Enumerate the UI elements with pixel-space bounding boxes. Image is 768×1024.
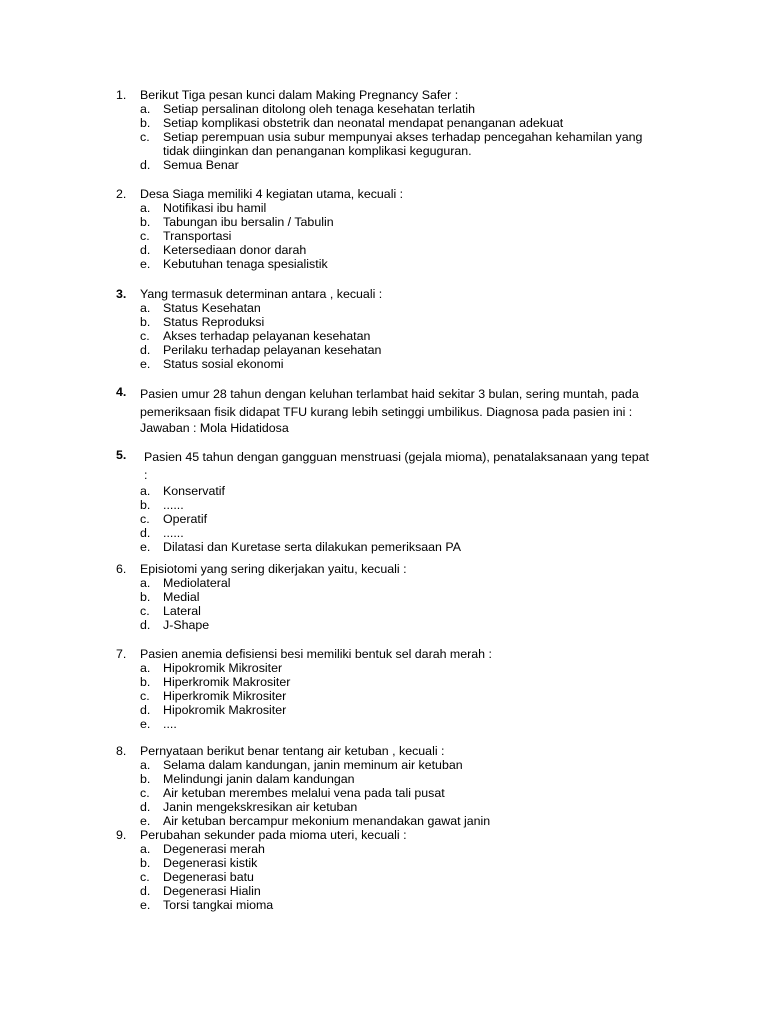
option-c	[140, 604, 676, 618]
option-d	[140, 884, 676, 898]
question-number: 2.	[116, 187, 127, 201]
option-text: Status sosial ekonomi	[163, 357, 284, 371]
option-c	[140, 786, 676, 800]
option-b	[140, 772, 676, 786]
question-stem: Perubahan sekunder pada mioma uteri, kecuali :	[140, 828, 407, 842]
option-text: Konservatif	[163, 484, 225, 498]
option-text: J-Shape	[163, 618, 210, 632]
option-text: Air ketuban merembes melalui vena pada tali pusat	[163, 786, 445, 800]
option-letter: a.	[140, 758, 151, 772]
option-letter: b.	[140, 590, 151, 604]
option-e	[140, 814, 676, 828]
question-7	[116, 647, 676, 731]
option-e	[140, 717, 676, 731]
option-c	[140, 689, 676, 703]
option-a	[140, 758, 676, 772]
option-letter: c.	[140, 689, 150, 703]
option-letter: c.	[140, 130, 150, 144]
option-letter: a.	[140, 301, 151, 315]
option-b	[140, 116, 676, 130]
option-d	[140, 158, 676, 172]
option-c	[140, 329, 676, 343]
question-5	[116, 448, 676, 554]
question-stem: Pasien anemia defisiensi besi memiliki bentuk sel darah merah :	[140, 647, 492, 661]
option-letter: d.	[140, 800, 151, 814]
option-letter: d.	[140, 703, 151, 717]
option-c	[140, 512, 676, 526]
question-6	[116, 562, 676, 632]
option-d	[140, 800, 676, 814]
option-text: Akses terhadap pelayanan kesehatan	[163, 329, 371, 343]
question-1	[116, 88, 676, 172]
option-text: Degenerasi merah	[163, 842, 265, 856]
question-number: 1.	[116, 88, 127, 102]
option-letter: d.	[140, 158, 151, 172]
option-text: Setiap persalinan ditolong oleh tenaga kesehatan terlatih	[163, 102, 476, 116]
question-number: 3.	[116, 287, 127, 301]
option-letter: e.	[140, 814, 151, 828]
question-stem: Pasien 45 tahun dengan gangguan menstruasi (gejala mioma), penatalaksanaan yang tepat :	[144, 450, 649, 482]
option-text: Air ketuban bercampur mekonium menandakan gawat janin	[163, 814, 491, 828]
question-8	[116, 744, 676, 828]
option-letter: d.	[140, 343, 151, 357]
option-letter: b.	[140, 772, 151, 786]
option-text: Hiperkromik Makrositer	[163, 675, 291, 689]
option-text: ....	[163, 717, 177, 731]
option-text: Status Reproduksi	[163, 315, 265, 329]
option-a	[140, 102, 676, 116]
option-text: Mediolateral	[163, 576, 231, 590]
option-text: Operatif	[163, 512, 208, 526]
option-text: Hipokromik Makrositer	[163, 703, 287, 717]
option-letter: c.	[140, 604, 150, 618]
option-letter: d.	[140, 884, 151, 898]
option-c	[140, 130, 676, 158]
option-text: Setiap komplikasi obstetrik dan neonatal mendapat penanganan adekuat	[163, 116, 564, 130]
option-text: Semua Benar	[163, 158, 239, 172]
option-letter: a.	[140, 484, 151, 498]
option-letter: e.	[140, 717, 151, 731]
option-d	[140, 703, 676, 717]
option-text: Melindungi janin dalam kandungan	[163, 772, 355, 786]
option-letter: d.	[140, 243, 151, 257]
option-text: Transportasi	[163, 229, 232, 243]
option-e	[140, 540, 676, 554]
option-a	[140, 661, 676, 675]
question-3	[116, 287, 676, 371]
option-b	[140, 315, 676, 329]
question-number: 8.	[116, 744, 127, 758]
option-d	[140, 526, 676, 540]
option-letter: c.	[140, 512, 150, 526]
option-a	[140, 201, 676, 215]
option-letter: a.	[140, 842, 151, 856]
option-a	[140, 842, 676, 856]
option-b	[140, 590, 676, 604]
question-number: 7.	[116, 647, 127, 661]
option-text: Status Kesehatan	[163, 301, 261, 315]
question-stem: Pernyataan berikut benar tentang air ketuban , kecuali :	[140, 744, 445, 758]
option-e	[140, 898, 676, 912]
option-text: Dilatasi dan Kuretase serta dilakukan pemeriksaan PA	[163, 540, 461, 554]
option-d	[140, 343, 676, 357]
question-stem: Yang termasuk determinan antara , kecuali :	[140, 287, 383, 301]
option-letter: d.	[140, 618, 151, 632]
option-text: ......	[163, 526, 184, 540]
option-letter: b.	[140, 675, 151, 689]
option-b	[140, 675, 676, 689]
option-d	[140, 618, 676, 632]
option-b	[140, 215, 676, 229]
option-b	[140, 498, 676, 512]
option-e	[140, 257, 676, 271]
question-number: 4.	[116, 385, 127, 399]
option-letter: a.	[140, 661, 151, 675]
option-text: Degenerasi Hialin	[163, 884, 261, 898]
option-letter: b.	[140, 116, 151, 130]
option-text: Hiperkromik Mikrositer	[163, 689, 287, 703]
answer-text: Jawaban : Mola Hidatidosa	[140, 421, 289, 435]
option-text: Ketersediaan donor darah	[163, 243, 307, 257]
option-text: Janin mengekskresikan air ketuban	[163, 800, 358, 814]
option-text: Perilaku terhadap pelayanan kesehatan	[163, 343, 382, 357]
option-text: Setiap perempuan usia subur mempunyai akses terhadap pencegahan kehamilan yang tidak diinginkan dan penanganan komplikasi keguguran.	[163, 130, 643, 158]
option-letter: b.	[140, 315, 151, 329]
option-letter: c.	[140, 229, 150, 243]
question-stem: Berikut Tiga pesan kunci dalam Making Pregnancy Safer :	[140, 88, 459, 102]
option-letter: b.	[140, 856, 151, 870]
option-letter: b.	[140, 498, 151, 512]
option-letter: e.	[140, 357, 151, 371]
option-text: Kebutuhan tenaga spesialistik	[163, 257, 328, 271]
option-letter: e.	[140, 540, 151, 554]
option-a	[140, 484, 676, 498]
question-stem: Pasien umur 28 tahun dengan keluhan terlambat haid sekitar 3 bulan, sering muntah, pada pemeriksaan fisik didapat TFU kurang lebih setinggi umbilikus. Diagnosa pada pasien ini :	[140, 387, 639, 419]
option-text: Tabungan ibu bersalin / Tabulin	[163, 215, 334, 229]
option-text: Hipokromik Mikrositer	[163, 661, 283, 675]
option-text: Notifikasi ibu hamil	[163, 201, 267, 215]
option-letter: a.	[140, 576, 151, 590]
option-letter: a.	[140, 201, 151, 215]
option-text: Degenerasi kistik	[163, 856, 258, 870]
option-b	[140, 856, 676, 870]
option-text: Degenerasi batu	[163, 870, 254, 884]
option-letter: b.	[140, 215, 151, 229]
option-text: Selama dalam kandungan, janin meminum air ketuban	[163, 758, 463, 772]
option-letter: e.	[140, 257, 151, 271]
option-letter: a.	[140, 102, 151, 116]
question-stem: Episiotomi yang sering dikerjakan yaitu, kecuali :	[140, 562, 407, 576]
question-number: 5.	[116, 448, 127, 462]
question-number: 6.	[116, 562, 127, 576]
question-stem: Desa Siaga memiliki 4 kegiatan utama, kecuali :	[140, 187, 404, 201]
question-2	[116, 187, 676, 271]
option-text: ......	[163, 498, 184, 512]
question-9	[116, 828, 676, 912]
question-number: 9.	[116, 828, 127, 842]
option-c	[140, 229, 676, 243]
option-letter: d.	[140, 526, 151, 540]
option-text: Medial	[163, 590, 200, 604]
option-text: Lateral	[163, 604, 201, 618]
option-e	[140, 357, 676, 371]
option-a	[140, 301, 676, 315]
option-letter: c.	[140, 786, 150, 800]
option-text: Torsi tangkai mioma	[163, 898, 274, 912]
option-letter: e.	[140, 898, 151, 912]
question-4	[116, 385, 676, 435]
option-letter: c.	[140, 870, 150, 884]
option-letter: c.	[140, 329, 150, 343]
option-c	[140, 870, 676, 884]
option-a	[140, 576, 676, 590]
option-d	[140, 243, 676, 257]
